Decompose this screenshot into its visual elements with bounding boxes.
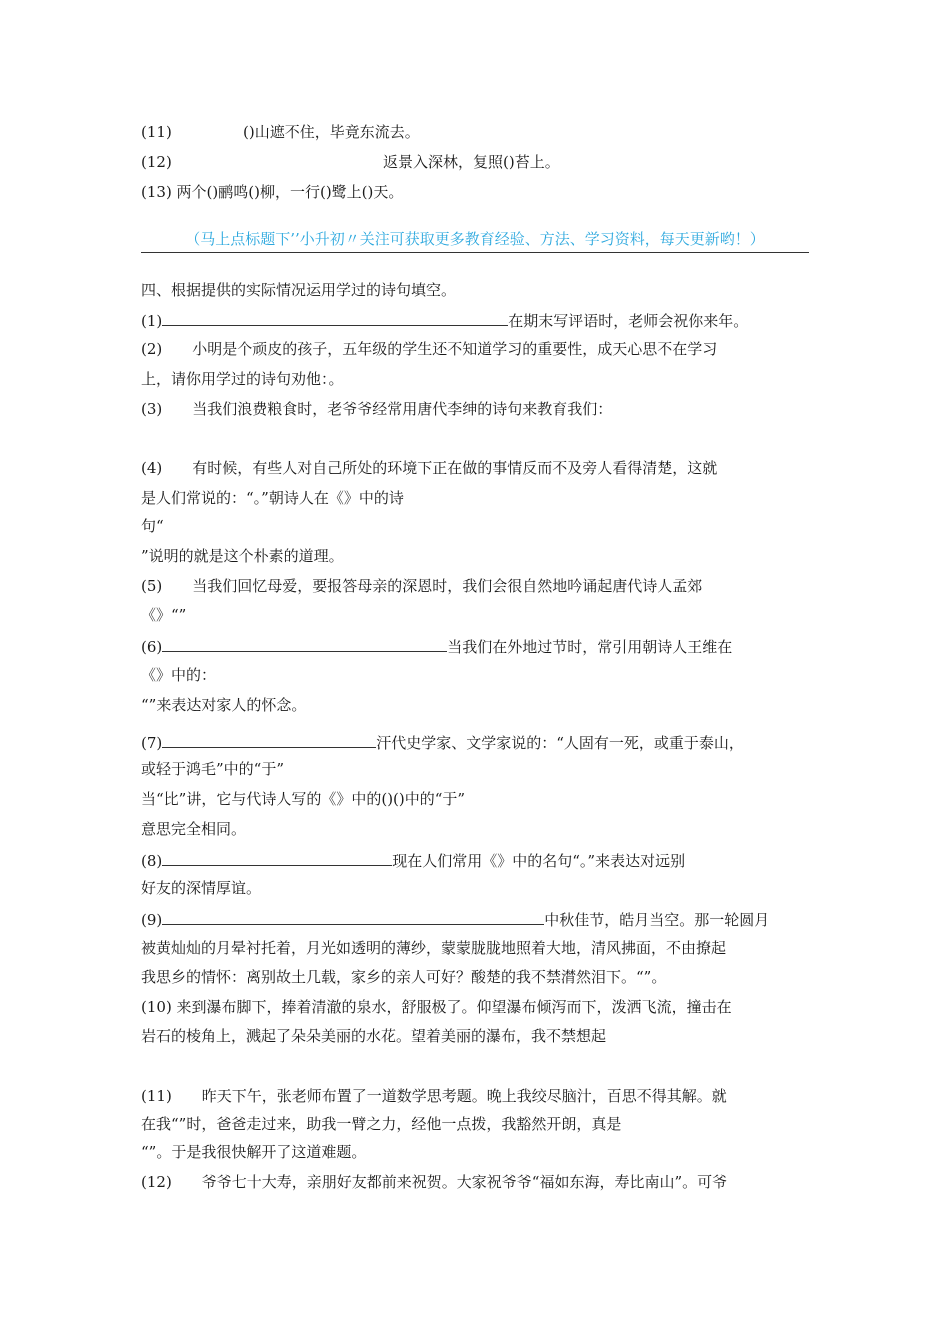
question-2-line-2: 上，请你用学过的诗句劝他：。	[141, 370, 344, 388]
question-8-text: 现在人们常用《》中的名句“。”来表达对远别	[392, 852, 686, 870]
question-9-number: (9)	[141, 911, 163, 929]
question-4-line-4: ”说明的就是这个朴素的道理。	[141, 547, 344, 565]
question-5-line-2: 《》“”	[141, 606, 187, 624]
question-4-line-2: 是人们常说的：“。”朝诗人在《》中的诗	[141, 489, 404, 507]
question-1-text: 在期末写评语时，老师会祝你来年。	[508, 312, 749, 330]
line-11-text: ()山遮不住，毕竟东流去。	[243, 123, 420, 141]
answer-blank[interactable]	[162, 309, 508, 326]
question-1	[141, 309, 748, 331]
line-11-number: (11)	[141, 123, 172, 141]
question-7-line-3: 当“比”讲，它与代诗人写的《》中的()()中的“于”	[141, 790, 466, 808]
question-6	[141, 635, 732, 657]
question-7-line-2: 或轻于鸿毛”中的“于”	[141, 760, 285, 778]
section-heading: 四、根据提供的实际情况运用学过的诗句填空。	[141, 281, 457, 299]
question-9	[141, 908, 769, 930]
question-4-line-1: (4) 有时候，有些人对自己所处的环境下正在做的事情反而不及旁人看得清楚，这就	[141, 459, 718, 477]
question-7-number: (7)	[141, 734, 163, 752]
question-6-text: 当我们在外地过节时，常引用朝诗人王维在	[447, 638, 733, 656]
question-8	[141, 849, 685, 871]
line-12-text: 返景入深林，复照()苔上。	[383, 153, 560, 171]
line-13: (13) 两个()鹂鸣()柳，一行()鹭上()天。	[141, 183, 404, 201]
question-9-text: 中秋佳节，皓月当空。那一轮圆月	[544, 911, 770, 929]
question-10-line-1: (10) 来到瀑布脚下，捧着清澈的泉水，舒服极了。仰望瀑布倾泻而下，泼洒飞流，撞击在	[141, 998, 732, 1016]
question-2-line-1: (2) 小明是个顽皮的孩子，五年级的学生还不知道学习的重要性，成天心思不在学习	[141, 340, 718, 358]
question-11-line-1: (11) 昨天下午，张老师布置了一道数学思考题。晚上我绞尽脑汁，百思不得其解。就	[141, 1087, 727, 1105]
question-7-line-4: 意思完全相同。	[141, 820, 247, 838]
question-3: (3) 当我们浪费粮食时，老爷爷经常用唐代李绅的诗句来教育我们：	[141, 400, 613, 418]
question-7-text: 汗代史学家、文学家说的：“人固有一死，或重于泰山，	[376, 734, 744, 752]
question-6-line-3: “”来表达对家人的怀念。	[141, 696, 307, 714]
promo-banner[interactable]: （马上点标题下’’小升初〃关注可获取更多教育经验、方法、学习资料，每天更新哟！）	[141, 228, 809, 253]
answer-blank[interactable]	[162, 908, 544, 925]
answer-blank[interactable]	[162, 635, 447, 652]
question-9-line-3: 我思乡的情怀：离别故土几载，家乡的亲人可好？酸楚的我不禁潸然泪下。“”。	[141, 968, 667, 986]
question-11-line-3: “”。于是我很快解开了这道难题。	[141, 1143, 367, 1161]
question-10-line-2: 岩石的棱角上，溅起了朵朵美丽的水花。望着美丽的瀑布，我不禁想起	[141, 1027, 607, 1045]
question-7	[141, 731, 744, 753]
question-11-line-2: 在我“”时，爸爸走过来，助我一臂之力，经他一点拨，我豁然开朗，真是	[141, 1115, 622, 1133]
question-8-number: (8)	[141, 852, 163, 870]
question-6-line-2: 《》中的：	[141, 666, 217, 684]
question-8-line-2: 好友的深情厚谊。	[141, 879, 262, 897]
question-4-line-3: 句“	[141, 517, 164, 535]
question-6-number: (6)	[141, 638, 163, 656]
question-1-number: (1)	[141, 312, 163, 330]
question-9-line-2: 被黄灿灿的月晕衬托着，月光如透明的薄纱，蒙蒙胧胧地照着大地，清风拂面，不由撩起	[141, 939, 727, 957]
question-5-line-1: (5) 当我们回忆母爱，要报答母亲的深恩时，我们会很自然地吟诵起唐代诗人孟郊	[141, 577, 703, 595]
answer-blank[interactable]	[162, 849, 392, 866]
answer-blank[interactable]	[162, 731, 376, 748]
line-12-number: (12)	[141, 153, 172, 171]
question-12-line-1: (12) 爷爷七十大寿，亲朋好友都前来祝贺。大家祝爷爷“福如东海，寿比南山”。可爷	[141, 1173, 728, 1191]
